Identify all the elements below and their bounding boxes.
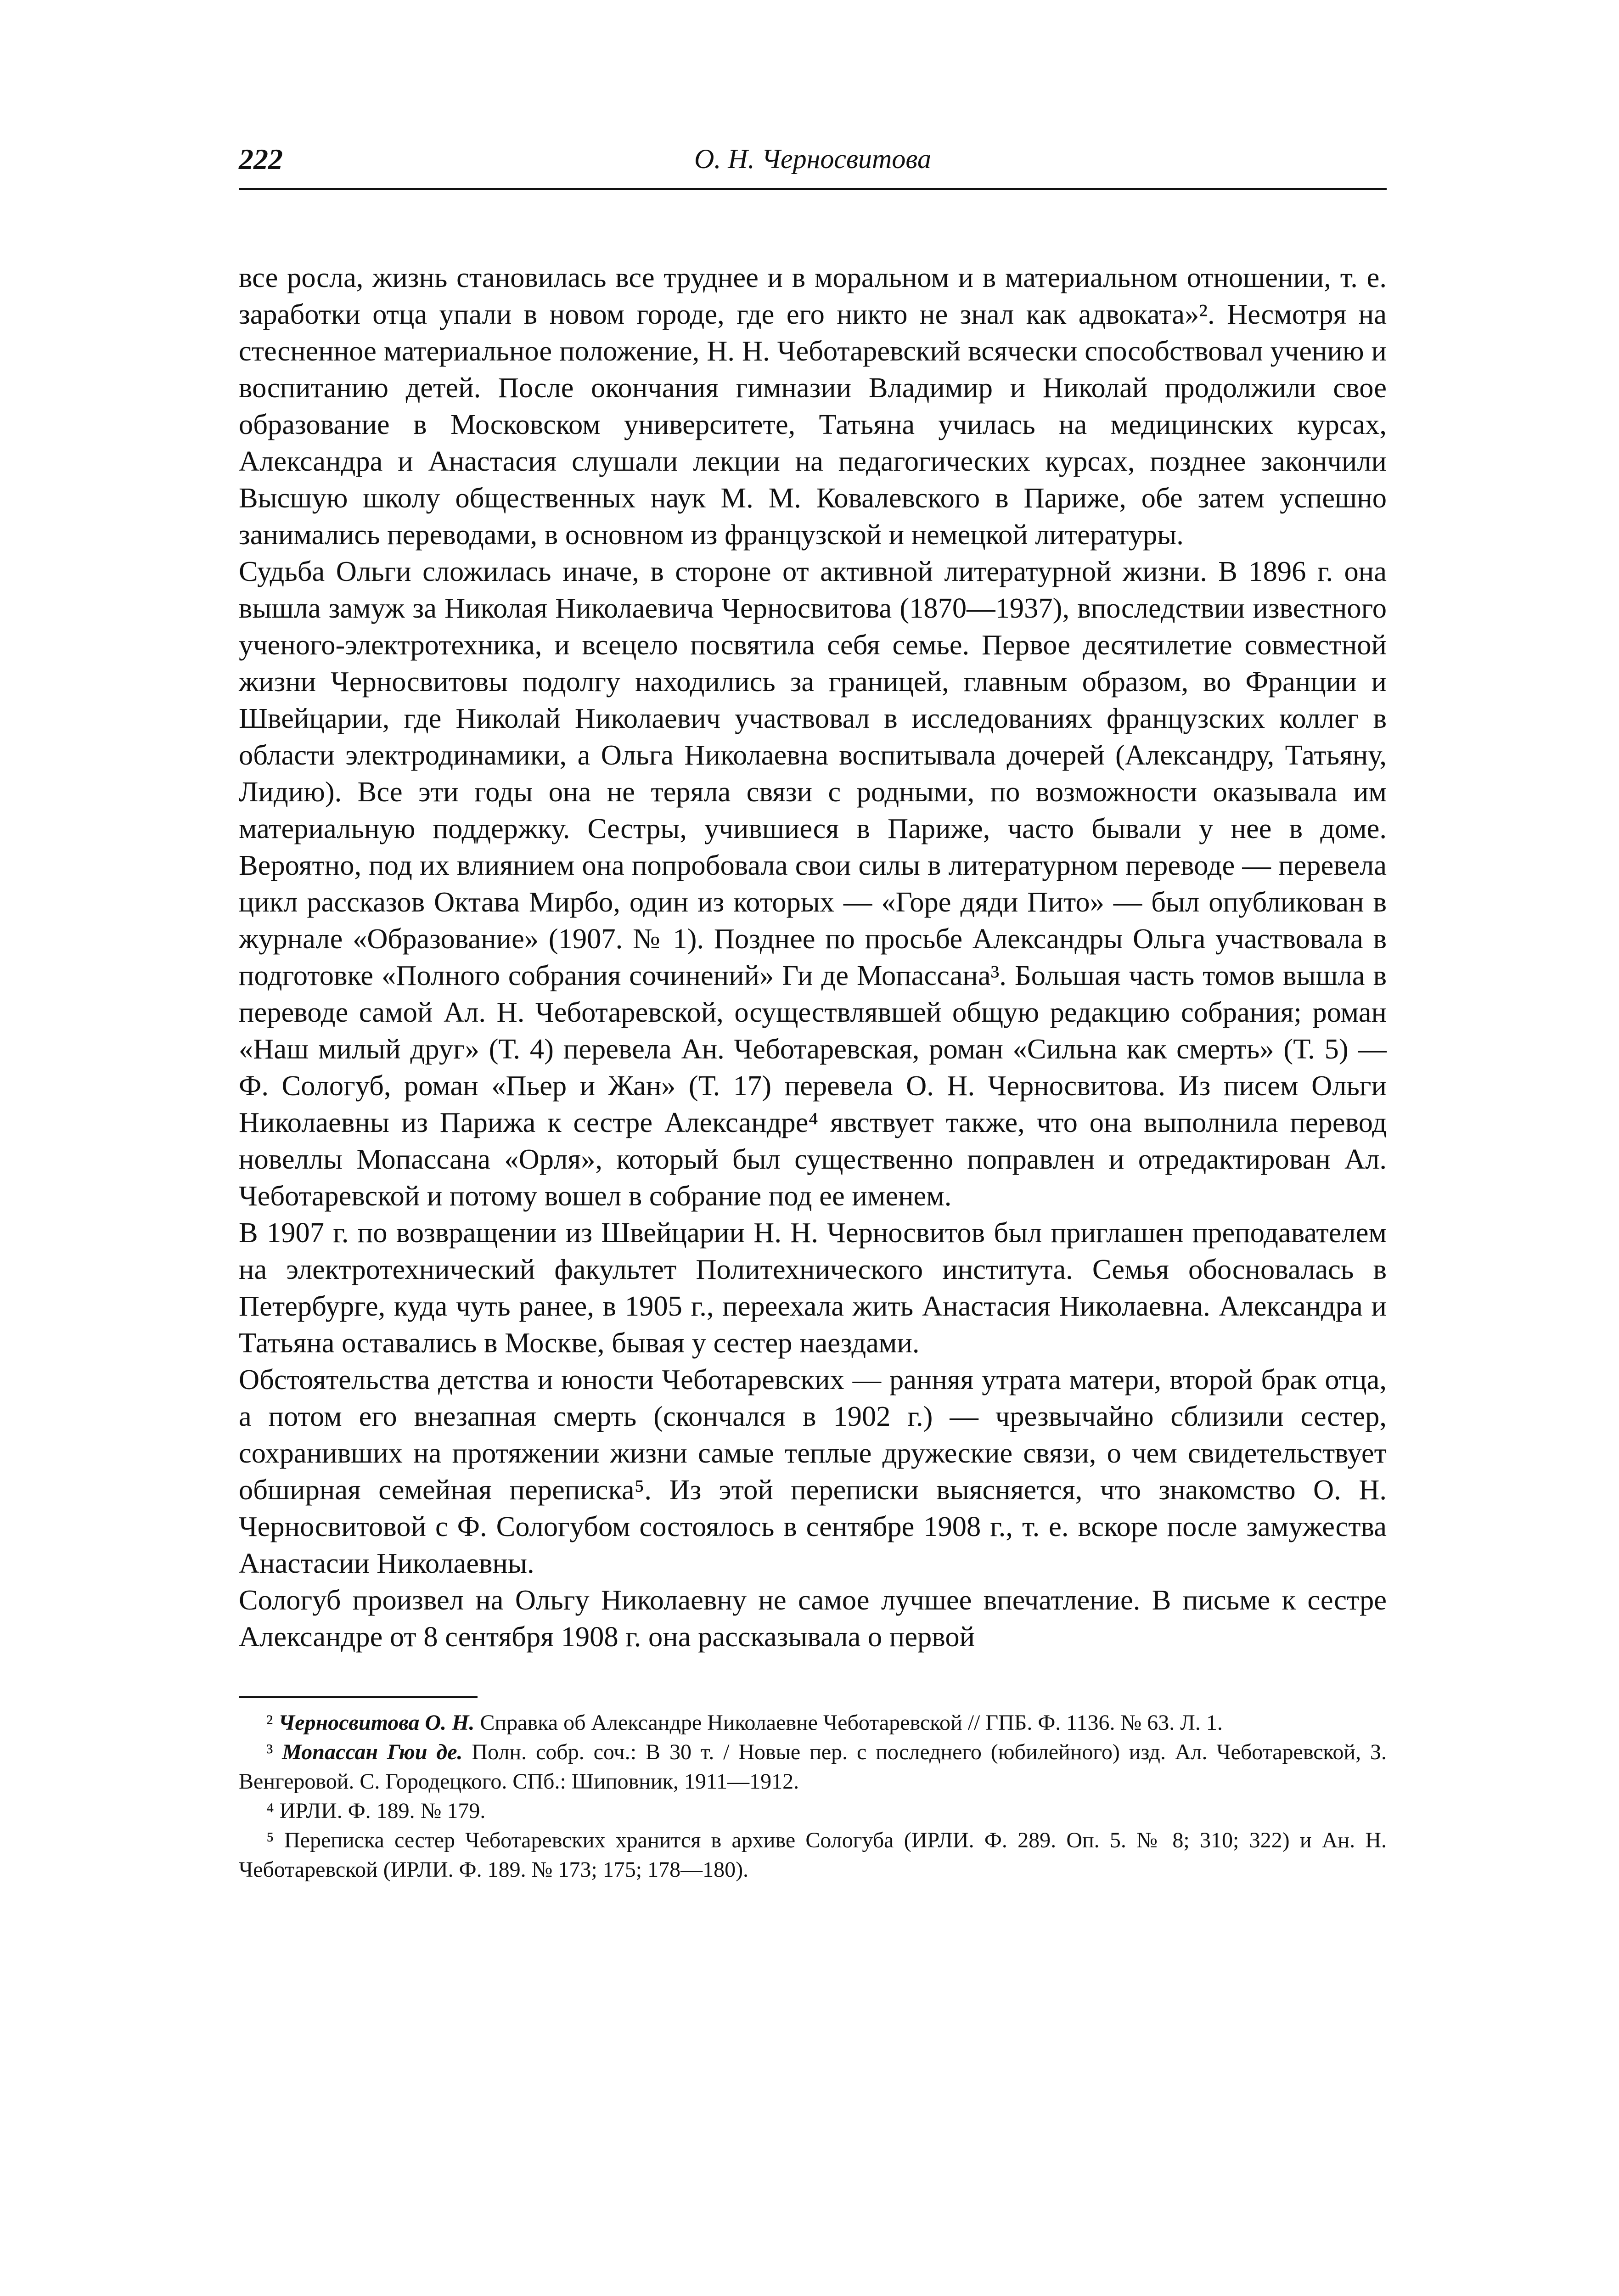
footnote-author: Мопассан Гюи де. (282, 1740, 463, 1764)
footnote-author: Черносвитова О. Н. (278, 1711, 475, 1735)
paragraph: все росла, жизнь становилась все труднее и в моральном и в материальном отношении, т. е. заработки отца упали в новом городе, где его никто не знал как адвоката»². Несмотря на стесненное материальное положение, Н. Н. Чеботаревский всячески способствовал учению и воспитанию детей. После окончания гимназии Владимир и Николай продолжили свое образование в Московском университете, Татьяна училась на медицинских курсах, Александра и Анастасия слушали лекции на педагогических курсах, позднее закончили Высшую школу общественных наук М. М. Ковалевского в Париже, обе затем успешно занимались переводами, в основном из французской и немецкой литературы. (239, 261, 1387, 551)
footnote-mark: ⁵ (266, 1828, 274, 1852)
footnotes (239, 1708, 1387, 1885)
footnote-text: Переписка сестер Чеботаревских хранится в архиве Сологуба (ИРЛИ. Ф. 289. Оп. 5. № 8; 310; 322) и Ан. Н. Чеботаревской (ИРЛИ. Ф. 189. № 173; 175; 178—180). (239, 1828, 1387, 1882)
page-number: 222 (239, 143, 283, 175)
footnote-mark: ⁴ (266, 1799, 274, 1823)
footnote (239, 1796, 1387, 1826)
footnote-mark: ³ (266, 1740, 273, 1764)
paragraph: Сологуб произвел на Ольгу Николаевну не самое лучшее впечатление. В письме к сестре Александре от 8 сентября 1908 г. она рассказывала о первой (239, 1584, 1387, 1653)
page-header (239, 138, 1387, 190)
paragraph: В 1907 г. по возвращении из Швейцарии Н. Н. Черносвитов был приглашен преподавателем на электротехнический факультет Политехнического института. Семья обосновалась в Петербурге, куда чуть ранее, в 1905 г., переехала жить Анастасия Николаевна. Александра и Татьяна оставались в Москве, бывая у сестер наездами. (239, 1216, 1387, 1359)
footnote-text: Полн. собр. соч.: В 30 т. / Новые пер. с последнего (юбилейного) изд. Ал. Чеботаревской, З. Венгеровой. С. Городецкого. СПб.: Шиповник, 1911—1912. (239, 1740, 1387, 1794)
footnote (239, 1708, 1387, 1738)
footnote (239, 1738, 1387, 1796)
paragraph: Обстоятельства детства и юности Чеботаревских — ранняя утрата матери, второй брак отца, а потом его внезапная смерть (скончался в 1902 г.) — чрезвычайно сблизили сестер, сохранивших на протяжении жизни самые теплые дружеские связи, о чем свидетельствует обширная семейная переписка⁵. Из этой переписки выясняется, что знакомство О. Н. Черносвитовой с Ф. Сологубом состоялось в сентябре 1908 г., т. е. вскоре после замужества Анастасии Николаевны. (239, 1363, 1387, 1579)
footnote-divider (239, 1696, 478, 1698)
book-page (239, 138, 1387, 1885)
footnote (239, 1826, 1387, 1885)
body-text (239, 259, 1387, 1655)
footnote-text: ИРЛИ. Ф. 189. № 179. (274, 1799, 486, 1823)
footnote-mark: ² (266, 1711, 273, 1735)
running-title: О. Н. Черносвитова (694, 144, 932, 174)
paragraph: Судьба Ольги сложилась иначе, в стороне от активной литературной жизни. В 1896 г. она вышла замуж за Николая Николаевича Черносвитова (1870—1937), впоследствии известного ученого-электротехника, и всецело посвятила себя семье. Первое десятилетие совместной жизни Черносвитовы подолгу находились за границей, главным образом, во Франции и Швейцарии, где Николай Николаевич участвовал в исследованиях французских коллег в области электродинамики, а Ольга Николаевна воспитывала дочерей (Александру, Татьяну, Лидию). Все эти годы она не теряла связи с родными, по возможности оказывала им материальную поддержку. Сестры, учившиеся в Париже, часто бывали у нее в доме. Вероятно, под их влиянием она попробовала свои силы в литературном переводе — перевела цикл рассказов Октава Мирбо, один из которых — «Горе дяди Пито» — был опубликован в журнале «Образование» (1907. № 1). Позднее по просьбе Александры Ольга участвовала в подготовке «Полного собрания сочинений» Ги де Мопассана³. Большая часть томов вышла в переводе самой Ал. Н. Чеботаревской, осуществлявшей общую редакцию собрания; роман «Наш милый друг» (Т. 4) перевела Ан. Чеботаревская, роман «Сильна как смерть» (Т. 5) — Ф. Сологуб, роман «Пьер и Жан» (Т. 17) перевела О. Н. Черносвитова. Из писем Ольги Николаевны из Парижа к сестре Александре⁴ явствует также, что она выполнила перевод новеллы Мопассана «Орля», который был существенно поправлен и отредактирован Ал. Чеботаревской и потому вошел в собрание под ее именем. (239, 555, 1387, 1212)
footnote-text: Справка об Александре Николаевне Чеботаревской // ГПБ. Ф. 1136. № 63. Л. 1. (474, 1711, 1223, 1735)
